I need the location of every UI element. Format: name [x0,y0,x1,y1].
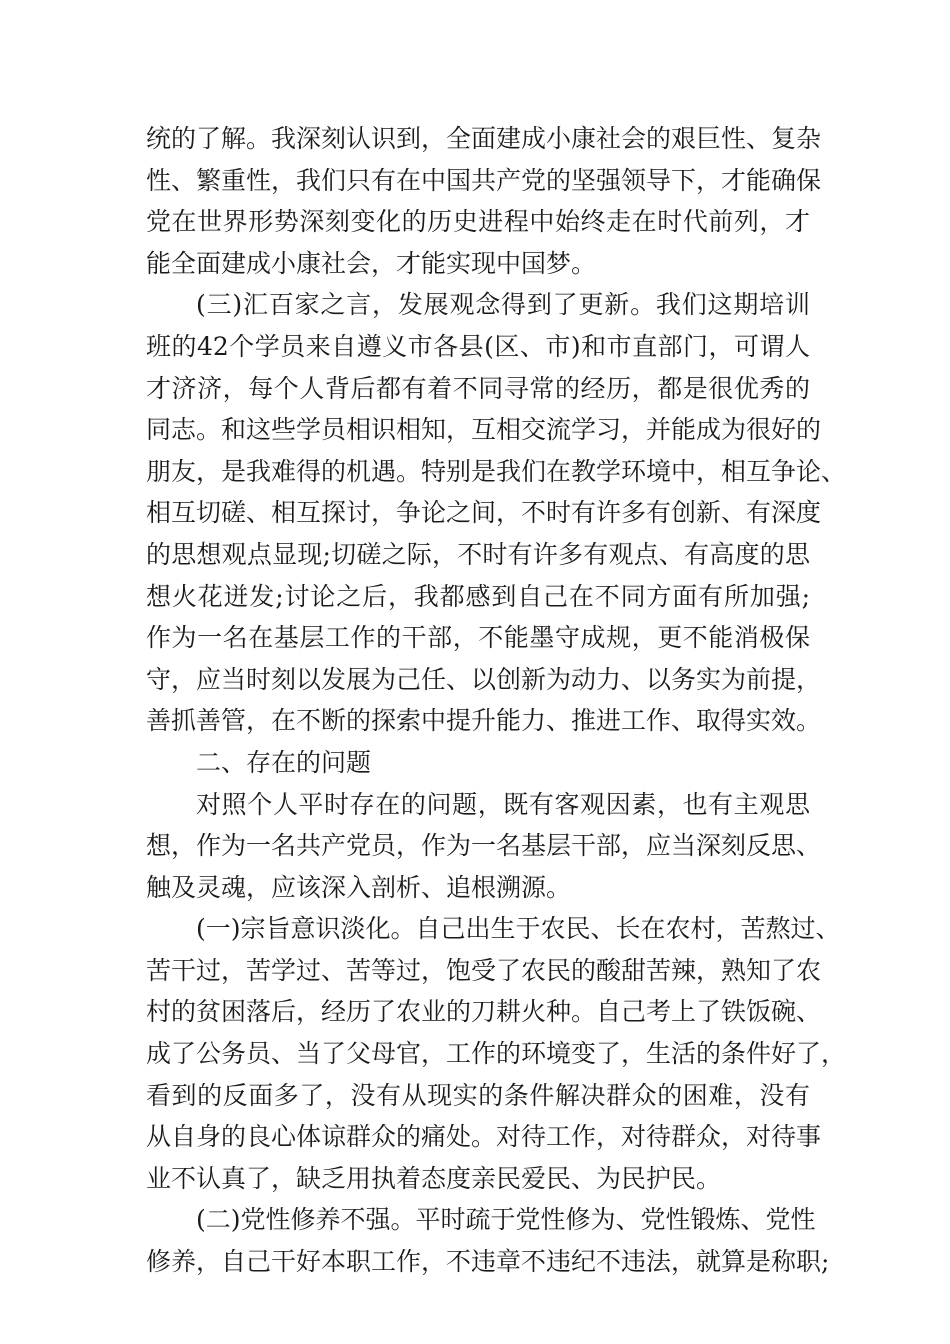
paragraph-line: 对照个人平时存在的问题，既有客观因素，也有主观思 [196,789,810,819]
paragraph-line: 想火花迸发;讨论之后，我都感到自己在不同方面有所加强; [146,581,810,611]
paragraph-line: 班的42个学员来自遵义市各县(区、市)和市直部门，可谓人 [146,331,810,361]
paragraph-line: 能全面建成小康社会，才能实现中国梦。 [146,248,597,278]
paragraph-line: 成了公务员、当了父母官，工作的环境变了，生活的条件好了， [146,1039,847,1069]
section-heading: 二、存在的问题 [196,747,372,777]
paragraph-line: (二)党性修养不强。平时疏于党性修为、党性锻炼、党性 [196,1205,816,1235]
paragraph-line: 善抓善管，在不断的探索中提升能力、推进工作、取得实效。 [146,706,822,736]
paragraph-line: 想，作为一名共产党员，作为一名基层干部，应当深刻反思、 [146,831,822,861]
paragraph-line: 作为一名在基层工作的干部，不能墨守成规，更不能消极保 [146,623,810,653]
paragraph-line: 从自身的良心体谅群众的痛处。对待工作，对待群众，对待事 [146,1122,822,1152]
paragraph-line: 村的贫困落后，经历了农业的刀耕火种。自己考上了铁饭碗、 [146,997,822,1027]
paragraph-line: 修养，自己干好本职工作，不违章不违纪不违法，就算是称职; [146,1247,830,1277]
paragraph-line: 苦干过，苦学过、苦等过，饱受了农民的酸甜苦辣，熟知了农 [146,955,822,985]
paragraph-line: 党在世界形势深刻变化的历史进程中始终走在时代前列，才 [146,207,810,237]
paragraph-line: (三)汇百家之言，发展观念得到了更新。我们这期培训 [196,290,810,320]
paragraph-line: 同志。和这些学员相识相知，互相交流学习，并能成为很好的 [146,415,822,445]
paragraph-line: 业不认真了，缺乏用执着态度亲民爱民、为民护民。 [146,1163,722,1193]
paragraph-line: 守，应当时刻以发展为己任、以创新为动力、以务实为前提， [146,664,822,694]
paragraph-line: 性、繁重性，我们只有在中国共产党的坚强领导下，才能确保 [146,165,822,195]
paragraph-line: (一)宗旨意识淡化。自己出生于农民、长在农村，苦熬过、 [196,914,841,944]
paragraph-line: 看到的反面多了，没有从现实的条件解决群众的困难，没有 [146,1080,810,1110]
document-body [146,118,847,1283]
paragraph-line: 朋友，是我难得的机遇。特别是我们在教学环境中，相互争论、 [146,456,847,486]
paragraph-line: 触及灵魂，应该深入剖析、追根溯源。 [146,872,572,902]
paragraph-line: 的思想观点显现;切磋之际，不时有许多有观点、有高度的思 [146,539,810,569]
paragraph-line: 统的了解。我深刻认识到，全面建成小康社会的艰巨性、复杂 [146,124,822,153]
paragraph-line: 才济济，每个人背后都有着不同寻常的经历，都是很优秀的 [146,373,810,403]
paragraph-line: 相互切磋、相互探讨，争论之间，不时有许多有创新、有深度 [146,498,822,528]
